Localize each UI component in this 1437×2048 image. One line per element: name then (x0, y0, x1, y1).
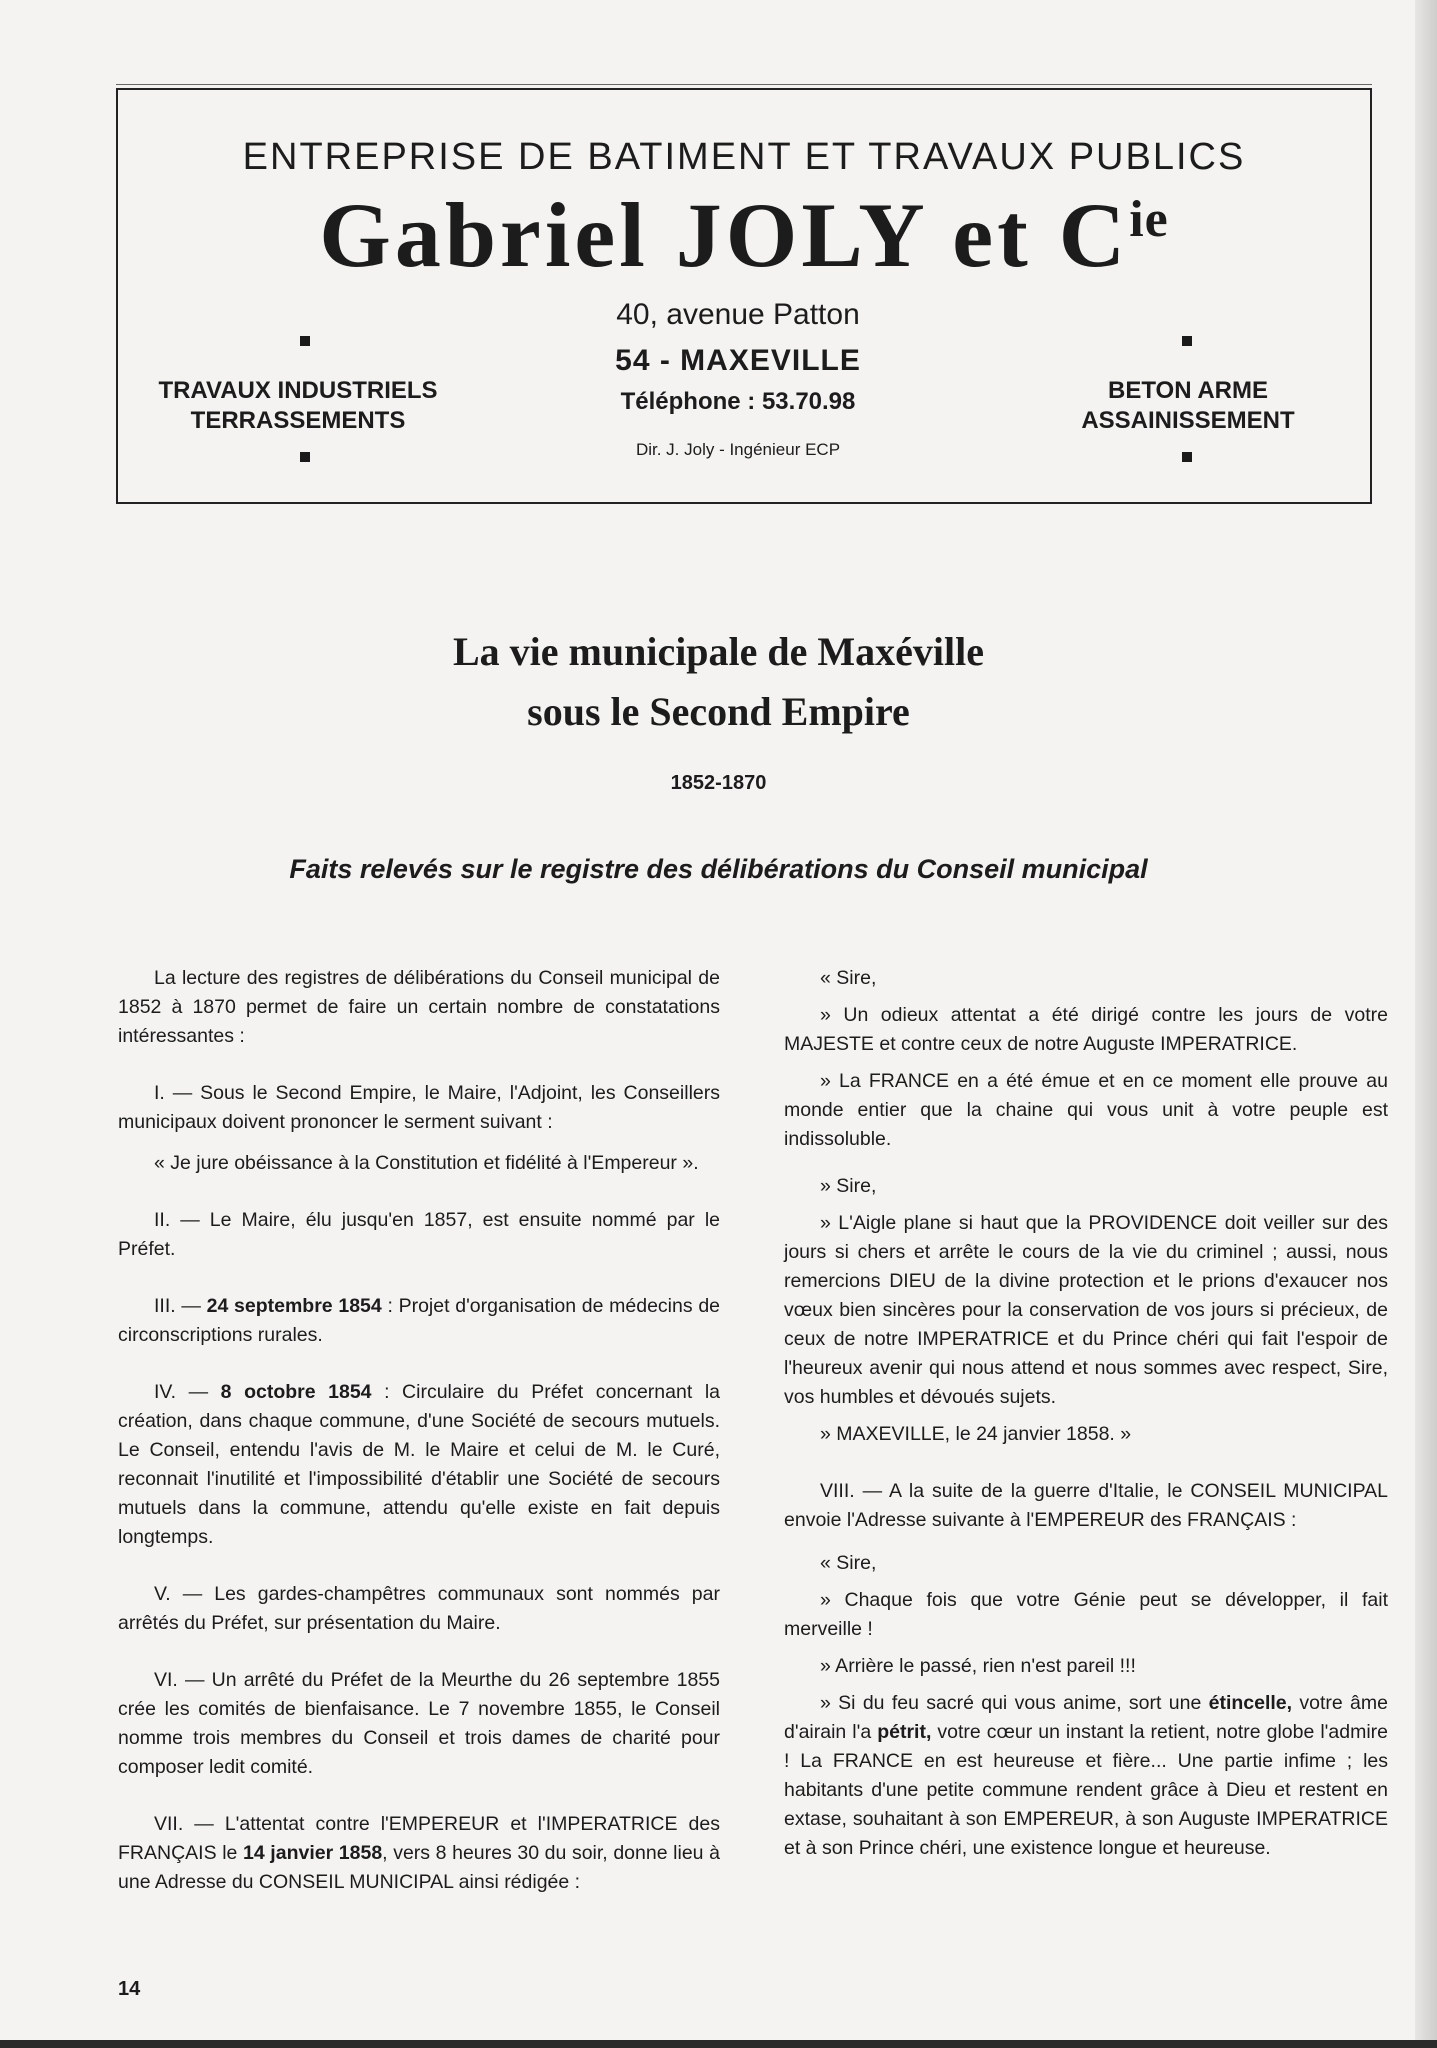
title-line-2: sous le Second Empire (527, 689, 910, 734)
quote-line: « Sire, (820, 967, 877, 989)
paragraph-ii: II. — Le Maire, élu jusqu'en 1857, est ensuite nommé par le Préfet. (118, 1209, 720, 1260)
paragraph-v: V. — Les gardes-champêtres communaux sont nommés par arrêtés du Préfet, sur présentation du Maire. (118, 1583, 720, 1634)
date-bold: 8 octobre 1854 (220, 1381, 372, 1403)
quote-line: « Sire, (820, 1552, 877, 1574)
ad-top-rule (116, 84, 1372, 85)
paragraph-iv (118, 1378, 720, 1552)
ad-company-name (118, 182, 1370, 288)
article-title (0, 622, 1437, 742)
quote-paragraph (784, 1689, 1388, 1863)
service-item: BETON ARME (1107, 377, 1268, 404)
left-column (118, 964, 720, 1897)
service-item: TERRASSEMENTS (190, 407, 406, 434)
quote-signature: » MAXEVILLE, le 24 janvier 1858. » (820, 1423, 1132, 1445)
right-column (784, 964, 1388, 1863)
paragraph-text: , vers 8 heures 30 du soir, donne lieu à une Adresse du CONSEIL MUNICIPAL ainsi rédigée : (118, 1842, 720, 1893)
advertisement-box (116, 88, 1372, 504)
paragraph-vii (118, 1810, 720, 1897)
paragraph-vi: VI. — Un arrêté du Préfet de la Meurthe du 26 septembre 1855 crée les comités de bienfaisance. Le 7 novembre 1855, le Conseil nomme trois membres du Conseil et trois dames de charité pour composer ledit comité. (118, 1669, 720, 1778)
company-suffix: ie (1129, 191, 1169, 248)
title-line-1: La vie municipale de Maxéville (452, 629, 985, 674)
article-dates: 1852-1870 (670, 772, 767, 794)
date-bold: 24 septembre 1854 (206, 1295, 382, 1317)
quote-paragraph: » La FRANCE en a été émue et en ce moment elle prouve au monde entier que la chaine qui vous unit à votre peuple est indissoluble. (784, 1070, 1388, 1150)
paragraph-number: IV. — (154, 1381, 221, 1403)
quote-paragraph: » Chaque fois que votre Génie peut se développer, il fait merveille ! (784, 1589, 1388, 1640)
ad-left-services (118, 376, 478, 436)
ad-address: 40, avenue Patton (616, 298, 860, 331)
quote-bold-word: étincelle, (1208, 1692, 1293, 1714)
ad-phone: Téléphone : 53.70.98 (620, 388, 856, 415)
ad-right-services (1008, 376, 1368, 436)
page-number: 14 (118, 1978, 141, 2000)
date-bold: 14 janvier 1858 (243, 1842, 383, 1864)
page-bottom-edge (0, 2040, 1437, 2048)
ad-city: 54 - MAXEVILLE (615, 344, 861, 377)
quote-paragraph: » Arrière le passé, rien n'est pareil !!! (820, 1655, 1136, 1677)
company-name: Gabriel JOLY et C (319, 184, 1130, 286)
quote-paragraph: » L'Aigle plane si haut que la PROVIDENCE doit veiller sur des jours si chers et arrête le cours de la vie du criminel ; aussi, nous remercions DIEU de la divine protection et le prions d'exaucer nos vœux bien sincères pour la conservation de vos jours si précieux, de ceux de notre IMPERATRICE et du Prince chéri qui fait l'espoir de l'heureux avenir qui nous attend et nous sommes avec respect, Sire, vos humbles et dévoués sujets. (784, 1212, 1388, 1408)
quote-line: » Sire, (820, 1175, 877, 1197)
ad-director: Dir. J. Joly - Ingénieur ECP (635, 440, 841, 459)
paragraph-number: III. — (154, 1295, 207, 1317)
bullet-icon (1182, 336, 1192, 346)
quote-paragraph: » Un odieux attentat a été dirigé contre les jours de votre MAJESTE et contre ceux de notre Auguste IMPERATRICE. (784, 1004, 1388, 1055)
paragraph-iii (118, 1292, 720, 1350)
bullet-icon (300, 336, 310, 346)
bullet-icon (1182, 452, 1192, 462)
service-item: ASSAINISSEMENT (1081, 407, 1295, 434)
ad-contact (538, 298, 938, 460)
paragraph-viii: VIII. — A la suite de la guerre d'Italie, le CONSEIL MUNICIPAL envoie l'Adresse suivante à l'EMPEREUR des FRANÇAIS : (784, 1480, 1388, 1531)
quote-text: votre âme d'airain l'a (784, 1692, 1388, 1743)
paragraph-text: VII. — L'attentat contre l'EMPEREUR et l'IMPERATRICE des FRANÇAIS le (118, 1813, 720, 1864)
paragraph-text: : Circulaire du Préfet concernant la création, dans chaque commune, d'une Société de secours mutuels. Le Conseil, entendu l'avis de M. le Maire et celui de M. le Curé, reconnait l'inutilité et l'impossibilité d'établir une Société de secours mutuels dans la commune, attendu qu'elle existe en fait depuis longtemps. (118, 1381, 720, 1548)
ad-heading: ENTREPRISE DE BATIMENT ET TRAVAUX PUBLICS (242, 136, 1246, 178)
paragraph-text: : Projet d'organisation de médecins de circonscriptions rurales. (118, 1295, 721, 1346)
intro-paragraph: La lecture des registres de délibérations du Conseil municipal de 1852 à 1870 permet de faire un certain nombre de constatations intéressantes : (118, 967, 720, 1047)
article-subtitle: Faits relevés sur le registre des délibérations du Conseil municipal (289, 854, 1148, 884)
page-edge-shadow (1415, 0, 1437, 2048)
oath-quote: « Je jure obéissance à la Constitution et fidélité à l'Empereur ». (154, 1152, 699, 1174)
quote-bold-word: pétrit, (877, 1721, 932, 1743)
service-item: TRAVAUX INDUSTRIELS (158, 377, 438, 404)
paragraph-i: I. — Sous le Second Empire, le Maire, l'Adjoint, les Conseillers municipaux doivent prononcer le serment suivant : (118, 1082, 720, 1133)
bullet-icon (300, 452, 310, 462)
quote-text: » Si du feu sacré qui vous anime, sort une (820, 1692, 1209, 1714)
quote-text: votre cœur un instant la retient, notre globe l'admire ! La FRANCE en est heureuse et fière... Une partie infime ; les habitants d'une petite commune rendent grâce à Dieu et restent en extase, souhaitant à son EMPEREUR, à son Auguste IMPERATRICE et à son Prince chéri, une existence longue et heureuse. (784, 1721, 1389, 1859)
